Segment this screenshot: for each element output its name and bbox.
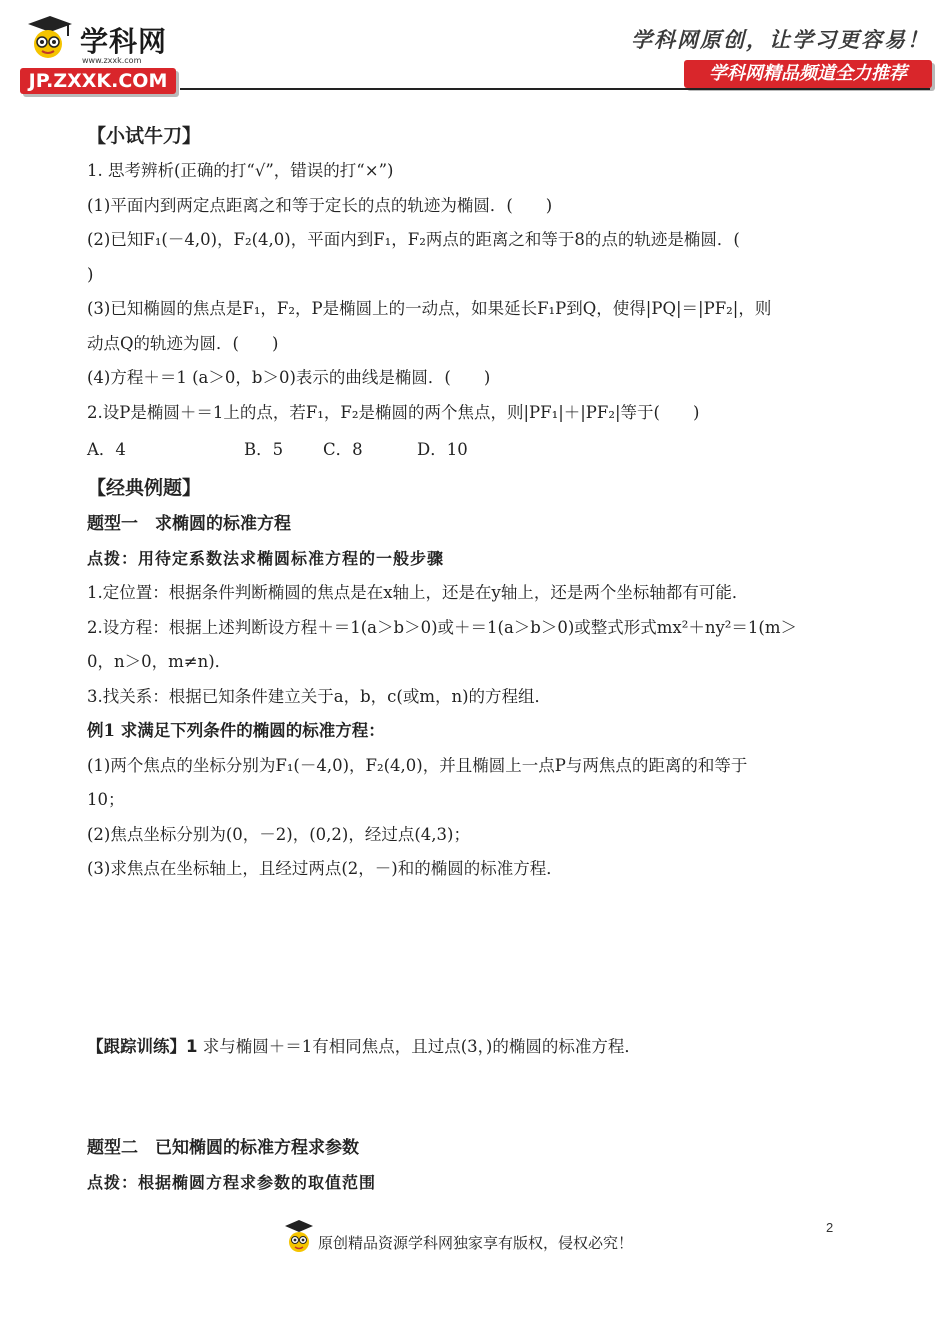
choice-a: A．4	[87, 440, 126, 459]
example-1-title: 例1 求满足下列条件的椭圆的标准方程：	[87, 721, 385, 740]
type-2-title: 题型二 已知椭圆的标准方程求参数	[87, 1138, 359, 1158]
section-title-classic: 【经典例题】	[87, 477, 202, 499]
type-1-title: 题型一 求椭圆的标准方程	[87, 514, 291, 534]
tracking-exercise	[87, 1030, 877, 1065]
choice-b: B．5	[244, 440, 284, 459]
question-1-item-2: (2)已知F₁(－4,0)，F₂(4,0)，平面内到F₁，F₂两点的距离之和等于8的点的轨迹是椭圆．(	[87, 230, 740, 249]
page-header	[0, 0, 950, 100]
question-1-intro: 1. 思考辨析(正确的打“√”，错误的打“×”)	[87, 161, 394, 180]
header-slogan: 学科网原创，让学习更容易！	[631, 27, 930, 52]
step-1: 1.定位置：根据条件判断椭圆的焦点是在x轴上，还是在y轴上，还是两个坐标轴都有可能．	[87, 583, 749, 602]
step-2: 2.设方程：根据上述判断设方程＋＝1(a＞b＞0)或＋＝1(a＞b＞0)或整式形式mx²＋ny²＝1(m＞	[87, 617, 797, 637]
recommend-badge: 学科网精品频道全力推荐	[684, 60, 932, 88]
question-1-item-3-cont: 动点Q的轨迹为圆．( )	[87, 333, 279, 353]
example-1-item-3: (3)求焦点在坐标轴上，且经过两点(2，－)和的椭圆的标准方程．	[87, 859, 563, 878]
logo-text: 学科网	[80, 25, 168, 58]
step-2-cont: 0，n＞0，m≠n)．	[87, 652, 232, 671]
graduate-mascot-icon	[282, 1218, 316, 1258]
question-1-item-4: (4)方程＋＝1 (a＞0，b＞0)表示的曲线是椭圆．( )	[87, 368, 491, 387]
document-body	[87, 118, 877, 1200]
question-1-item-1: (1)平面内到两定点距离之和等于定长的点的轨迹为椭圆．( )	[87, 195, 553, 215]
example-1-item-2: (2)焦点坐标分别为(0，－2)，(0,2)，经过点(4,3)；	[87, 824, 470, 844]
page-number: 2	[826, 1220, 834, 1235]
question-2: 2.设P是椭圆＋＝1上的点，若F₁，F₂是椭圆的两个焦点，则|PF₁|＋|PF₂|等于( )	[87, 402, 700, 422]
footer-copyright: 原创精品资源学科网独家享有版权，侵权必究！	[318, 1234, 634, 1252]
answer-space-2	[87, 1064, 877, 1130]
graduate-mascot-icon	[20, 14, 76, 64]
header-divider	[180, 88, 930, 90]
tip-2: 点拨：根据椭圆方程求参数的取值范围	[87, 1173, 377, 1192]
section-title-trial: 【小试牛刀】	[87, 125, 202, 147]
tracking-label: 【跟踪训练】1	[87, 1036, 198, 1056]
example-1-item-1: (1)两个焦点的坐标分别为F₁(－4,0)，F₂(4,0)，并且椭圆上一点P与两焦点的距离的和等于	[87, 755, 748, 775]
question-1-item-3: (3)已知椭圆的焦点是F₁，F₂，P是椭圆上的一动点，如果延长F₁P到Q，使得|PQ|＝|PF₂|，则	[87, 299, 772, 318]
answer-space	[87, 887, 877, 1030]
choice-c: C．8	[323, 440, 363, 459]
tracking-text: 求与椭圆＋＝1有相同焦点，且过点(3，)的椭圆的标准方程．	[197, 1036, 641, 1056]
step-3: 3.找关系：根据已知条件建立关于a，b，c(或m，n)的方程组．	[87, 686, 552, 706]
question-2-choices	[87, 430, 877, 470]
logo-url: www.zxxk.com	[82, 56, 142, 65]
example-1-item-1-cont: 10；	[87, 790, 125, 809]
logo-site-badge: JP.ZXXK.COM	[20, 68, 176, 94]
choice-d: D．10	[417, 440, 468, 459]
tip-1: 点拨：用待定系数法求椭圆标准方程的一般步骤	[87, 549, 445, 568]
site-logo[interactable]	[20, 14, 180, 98]
question-1-item-2-cont: )	[87, 264, 94, 284]
